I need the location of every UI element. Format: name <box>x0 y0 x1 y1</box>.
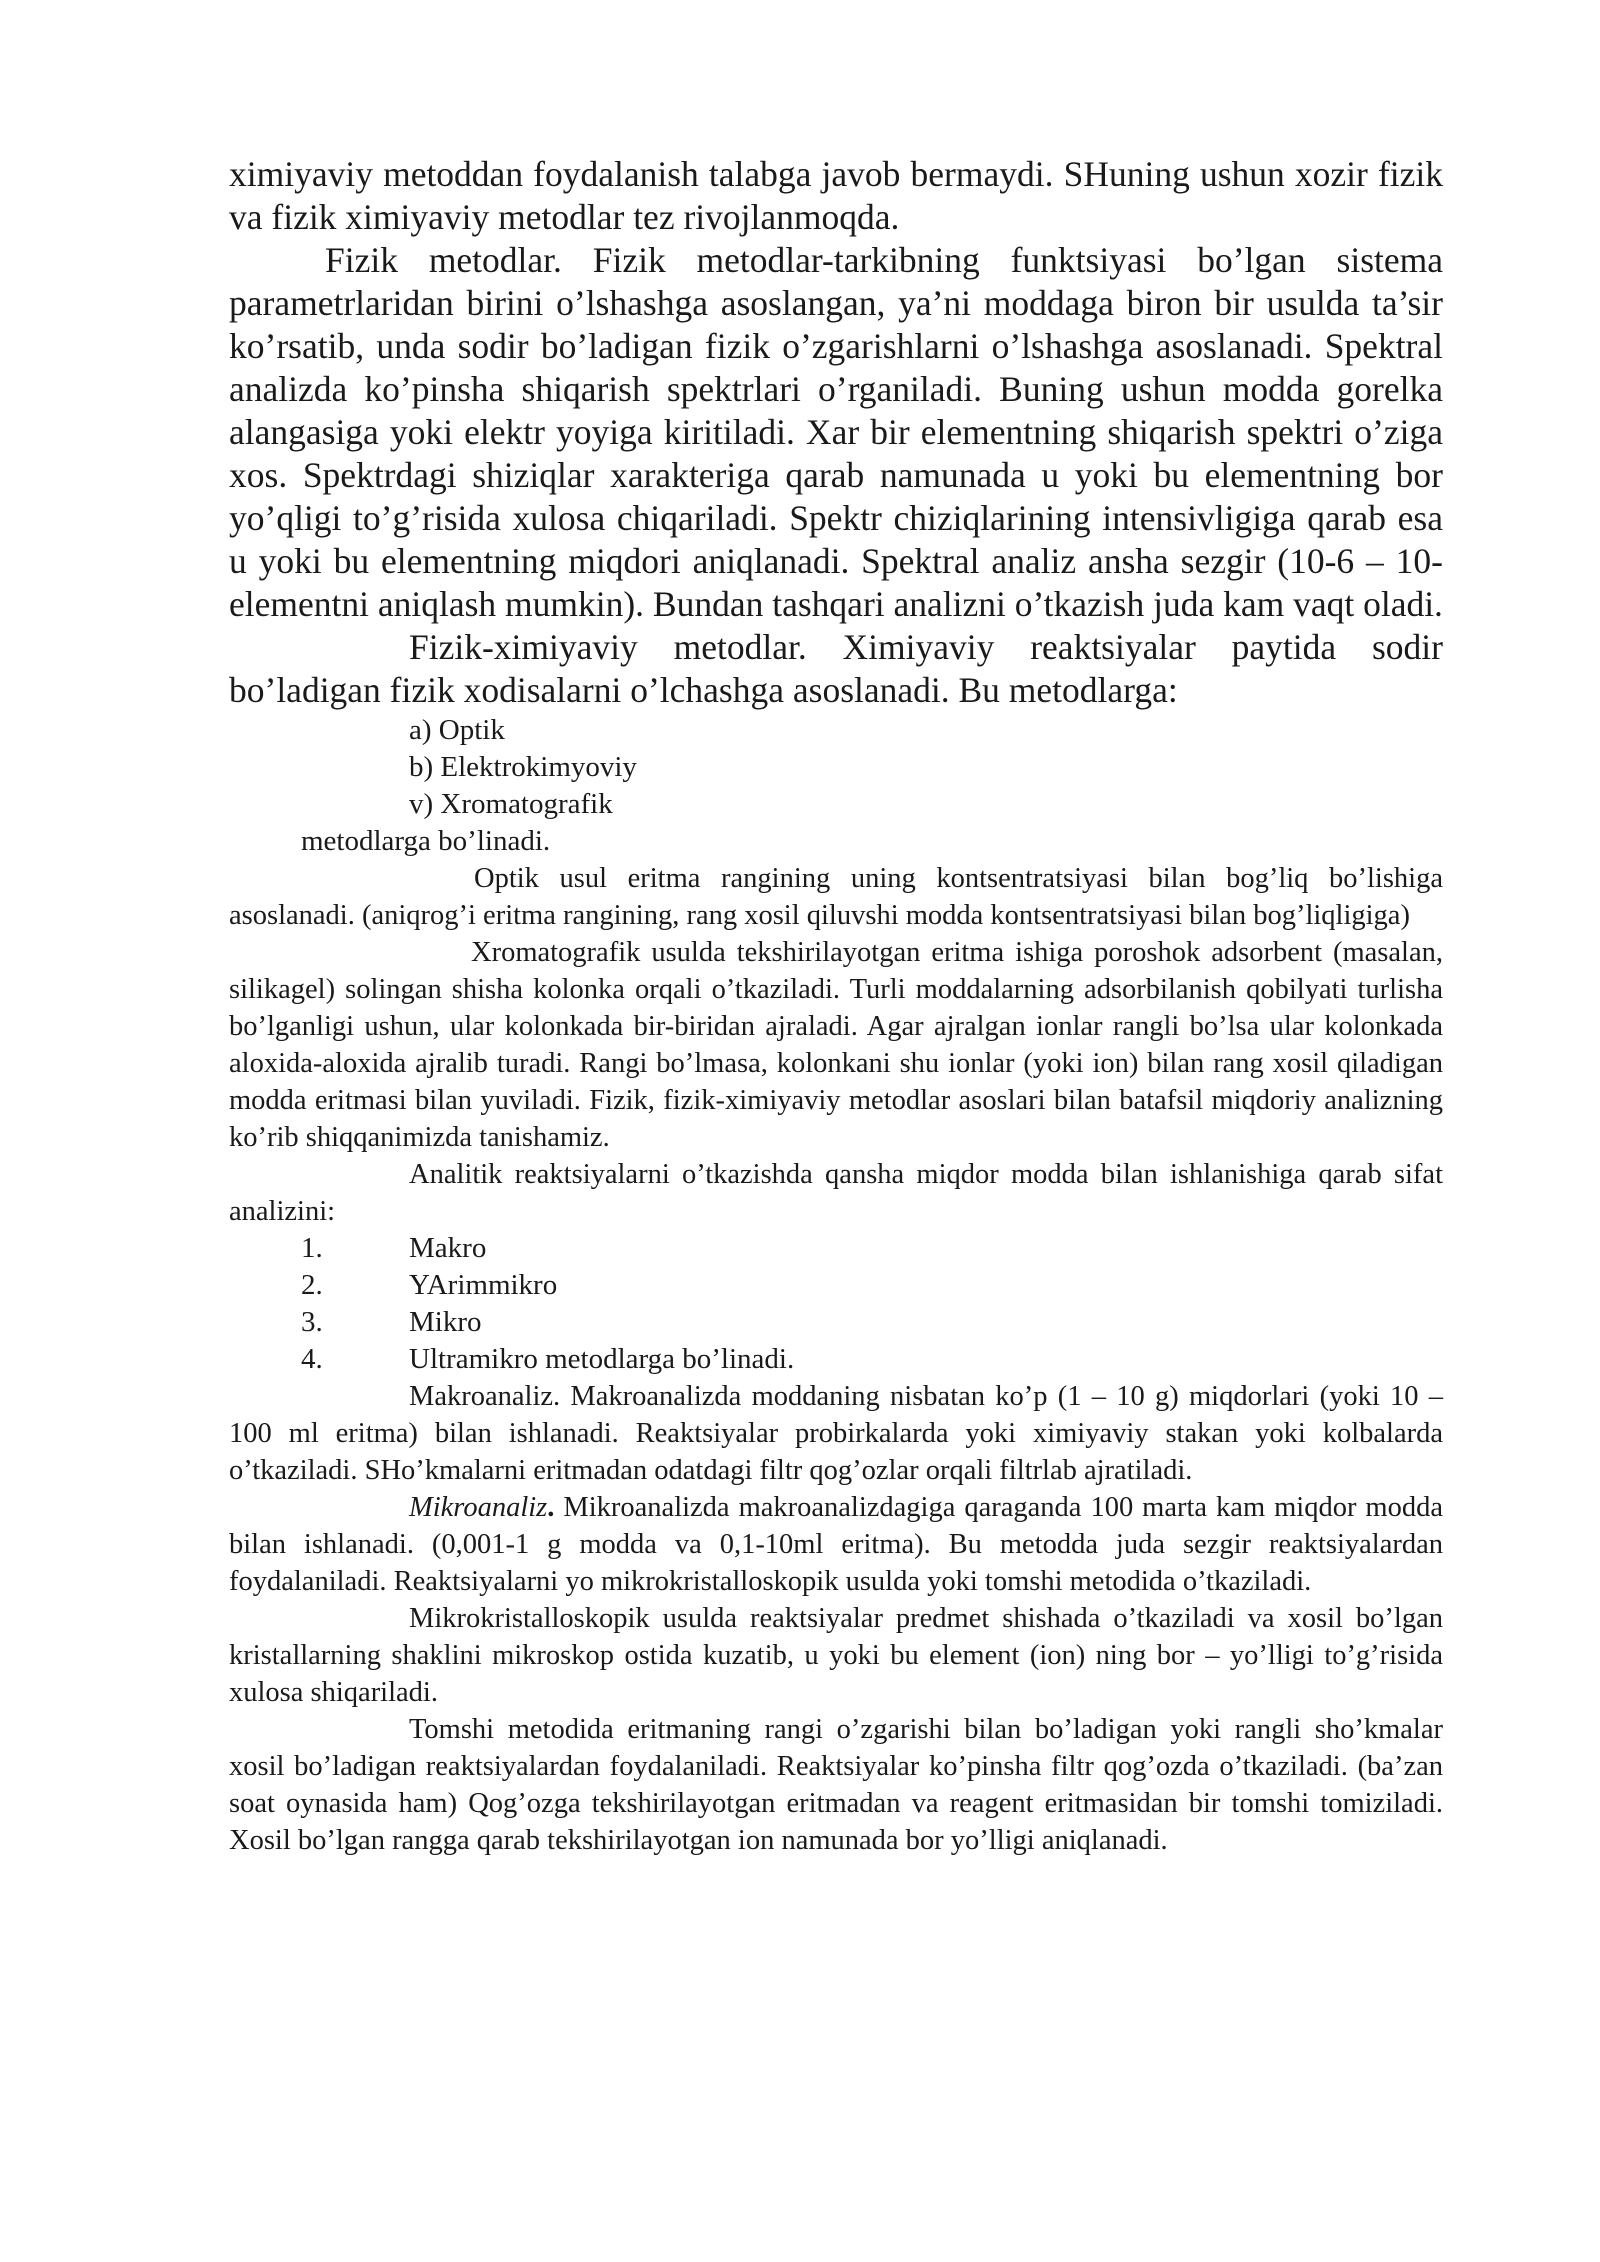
paragraph-microanalysis <box>229 1489 1443 1600</box>
list-item: b) Elektrokimyoviy <box>409 751 637 783</box>
list-text: Ultramikro metodlarga bo’linadi. <box>409 1343 795 1375</box>
paragraph-microcrystalloscopic: Mikrokristalloskopik usulda reaktsiyalar predmet shishada o’tkaziladi va xosil bo’lgan kristallarning shaklini mikroskop ostida kuzatib, u yoki bu element (ion) ning bor – yo’lligi to’g’risida xulosa shiqariladi. <box>229 1603 1443 1708</box>
microanalysis-body: Mikroanalizda makroanalizdagiga qaraganda 100 marta kam miqdor modda bilan ishlanadi. (0,001-1 g modda va 0,1-10ml eritma). Bu metodda juda sezgir reaktsiyalardan foydalaniladi. Reaktsiyalarni yo mikrokristalloskopik usulda yoki tomshi metodida o’tkaziladi. <box>229 1492 1443 1597</box>
list-item: a) Optik <box>409 714 505 746</box>
paragraph-drop-method: Tomshi metodida eritmaning rangi o’zgarishi bilan bo’ladigan yoki rangli sho’kmalar xosil bo’ladigan reaktsiyalardan foydalaniladi. Reaktsiyalar ko’pinsha filtr qog’ozda o’tkaziladi. (ba’zan soat oynasida ham) Qog’ozga tekshirilayotgan eritmadan va reagent eritmasidan bir tomshi tomiziladi. Xosil bo’lgan rangga qarab tekshirilayotgan ion namunada bor yo’lligi aniqlanadi. <box>229 1714 1443 1856</box>
list-number: 4. <box>301 1343 323 1375</box>
list-number: 1. <box>301 1232 323 1264</box>
paragraph-physical-methods: Fizik metodlar. Fizik metodlar-tarkibning funktsiyasi bo’lgan sistema parametrlaridan birini o’lshashga asoslangan, ya’ni moddaga biron bir usulda ta’sir ko’rsatib, unda sodir bo’ladigan fizik o’zgarishlarni o’lshashga asoslanadi. Spektral analizda ko’pinsha shiqarish spektrlari o’rganiladi. Buning ushun modda gorelka alangasiga yoki elektr yoyiga kiritiladi. Xar bir elementning shiqarish spektri o’ziga xos. Spektrdagi shiziqlar xarakteriga qarab namunada u yoki bu elementning bor yo’qligi to’g’risida xulosa chiqariladi. Spektr chiziqlarining intensivligiga qarab esa u yoki bu elementning miqdori aniqlanadi. Spektral analiz ansha sezgir (10-6 – 10- elementni aniqlash mumkin). Bundan tashqari analizni o’tkazish juda kam vaqt oladi. <box>229 240 1443 624</box>
paragraph-intro: ximiyaviy metoddan foydalanish talabga javob bermaydi. SHuning ushun xozir fizik va fizik ximiyaviy metodlar tez rivojlanmoqda. <box>229 154 1443 237</box>
microanalysis-heading-dot: . <box>547 1492 555 1523</box>
paragraph-macroanalysis: Makroanaliz. Makroanalizda moddaning nisbatan ko’p (1 – 10 g) miqdorlari (yoki 10 – 100 ml eritma) bilan ishlanadi. Reaktsiyalar probirkalarda yoki ximiyaviy stakan yoki kolbalarda o’tkaziladi. SHo’kmalarni eritmadan odatdagi filtr qog’ozlar orqali filtrlab ajratiladi. <box>229 1381 1443 1486</box>
list-item <box>229 1230 1443 1267</box>
microanalysis-heading: Mikroanaliz <box>409 1492 548 1523</box>
list-item <box>229 1304 1443 1341</box>
methods-list-ending: metodlarga bo’linadi. <box>301 825 551 857</box>
scales-list <box>229 1230 1443 1378</box>
paragraph-chromatographic: Xromatografik usulda tekshirilayotgan eritma ishiga poroshok adsorbent (masalan, silikagel) solingan shisha kolonka orqali o’tkaziladi. Turli moddalarning adsorbilanish qobilyati turlisha bo’lganligi ushun, ular kolonkada bir-biridan ajraladi. Agar ajralgan ionlar rangli bo’lsa ular kolonkada aloxida-aloxida ajralib turadi. Rangi bo’lmasa, kolonkani shu ionlar (yoki ion) bilan rang xosil qiladigan modda eritmasi bilan yuviladi. Fizik, fizik-ximiyaviy metodlar asoslari bilan batafsil miqdoriy analizning ko’rib shiqqanimizda tanishamiz. <box>229 937 1443 1153</box>
list-item <box>229 1341 1443 1378</box>
list-text: Makro <box>409 1232 487 1264</box>
paragraph-physchem-methods: Fizik-ximiyaviy metodlar. Ximiyaviy reaktsiyalar paytida sodir bo’ladigan fizik xodisalarni o’lchashga asoslanadi. Bu metodlarga: <box>229 627 1443 710</box>
list-item: v) Xromatografik <box>409 788 613 820</box>
list-number: 3. <box>301 1306 323 1338</box>
paragraph-analysis-scales: Analitik reaktsiyalarni o’tkazishda qansha miqdor modda bilan ishlanishiga qarab sifat analizini: <box>229 1159 1443 1227</box>
list-text: Mikro <box>409 1306 482 1338</box>
list-text: YArimmikro <box>409 1269 558 1301</box>
paragraph-optical: Optik usul eritma rangining uning kontsentratsiyasi bilan bog’liq bo’lishiga asoslanadi. (aniqrog’i eritma rangining, rang xosil qiluvshi modda kontsentratsiyasi bilan bog’liqligiga) <box>229 863 1443 931</box>
document-page <box>229 153 1443 1859</box>
list-item <box>229 1267 1443 1304</box>
methods-list <box>229 712 1443 823</box>
list-number: 2. <box>301 1269 323 1301</box>
